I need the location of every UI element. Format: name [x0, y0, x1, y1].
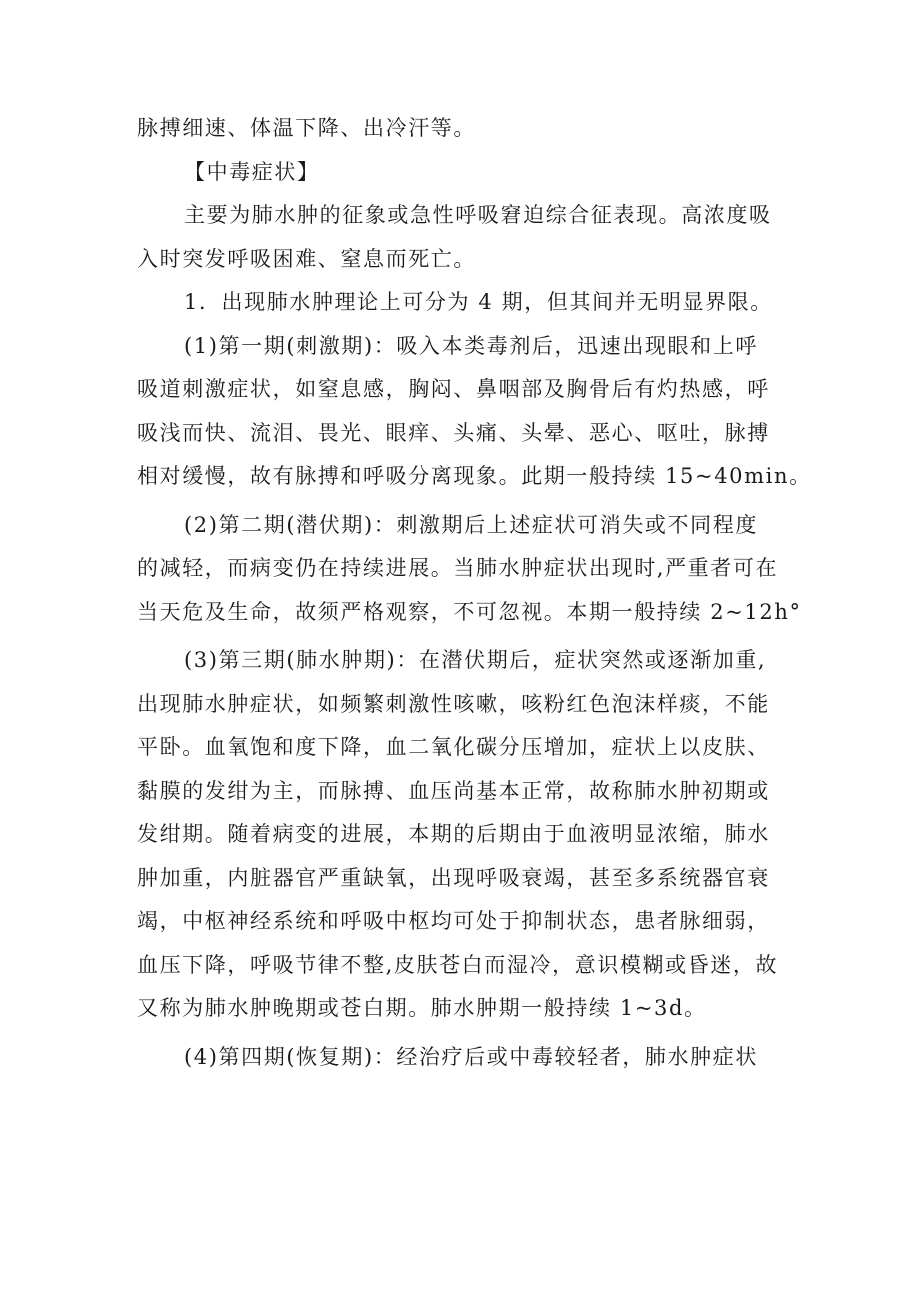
text-line: 平卧。血氧饱和度下降，血二氧化碳分压增加，症状上以皮肤、 [137, 735, 770, 759]
text-line: 竭，中枢神经系统和呼吸中枢均可处于抑制状态，患者脉细弱， [137, 909, 770, 933]
text-line: 肿加重，内脏器官严重缺氧，出现呼吸衰竭，甚至多系统器官衰 [137, 865, 770, 890]
document-body [137, 107, 812, 1079]
text-line: (3)第三期(肺水肿期)：在潜伏期后，症状突然或逐渐加重, [184, 648, 767, 672]
text-line: 黏膜的发绀为主，而脉搏、血压尚基本正常，故称肺水肿初期或 [137, 778, 770, 803]
text-line: (4)第四期(恢复期)：经治疗后或中毒较轻者，肺水肿症状 [184, 1044, 758, 1069]
text-line: 当天危及生命，故须严格观察，不可忽视。本期一般持续 2~12h° [137, 599, 802, 624]
text-line: 吸道刺激症状，如窒息感，胸闷、鼻咽部及胸骨后有灼热感，呼 [137, 377, 770, 401]
text-line: 血压下降，呼吸节律不整,皮肤苍白而湿冷，意识模糊或昏迷，故 [137, 952, 779, 977]
text-line: 发绀期。随着病变的进展，本期的后期由于血液明显浓缩，肺水 [137, 822, 770, 846]
text-line: 又称为肺水肿晚期或苍白期。肺水肿期一般持续 1~3d。 [137, 996, 707, 1020]
text-line: 的减轻，而病变仍在持续进展。当肺水肿症状出现时,严重者可在 [137, 556, 779, 580]
text-line: 相对缓慢，故有脉搏和呼吸分离现象。此期一般持续 15~40min。 [137, 464, 812, 488]
text-line: 脉搏细速、体温下降、出冷汗等。 [137, 116, 476, 140]
text-line: (2)第二期(潜伏期)：刺激期后上述症状可消失或不同程度 [184, 512, 758, 537]
text-line: 吸浅而快、流泪、畏光、眼痒、头痛、头晕、恶心、呕吐，脉搏 [137, 420, 770, 445]
text-line: 1．出现肺水肿理论上可分为 4 期，但其间并无明显界限。 [184, 290, 773, 314]
section-heading: 【中毒症状】 [184, 159, 320, 184]
text-line: 主要为肺水肿的征象或急性呼吸窘迫综合征表现。高浓度吸 [184, 203, 772, 227]
text-line: 入时突发呼吸困难、窒息而死亡。 [137, 246, 476, 271]
text-line: (1)第一期(刺激期)：吸入本类毒剂后，迅速出现眼和上呼 [184, 333, 758, 358]
text-line: 出现肺水肿症状，如频繁刺激性咳嗽，咳粉红色泡沫样痰，不能 [137, 691, 770, 716]
